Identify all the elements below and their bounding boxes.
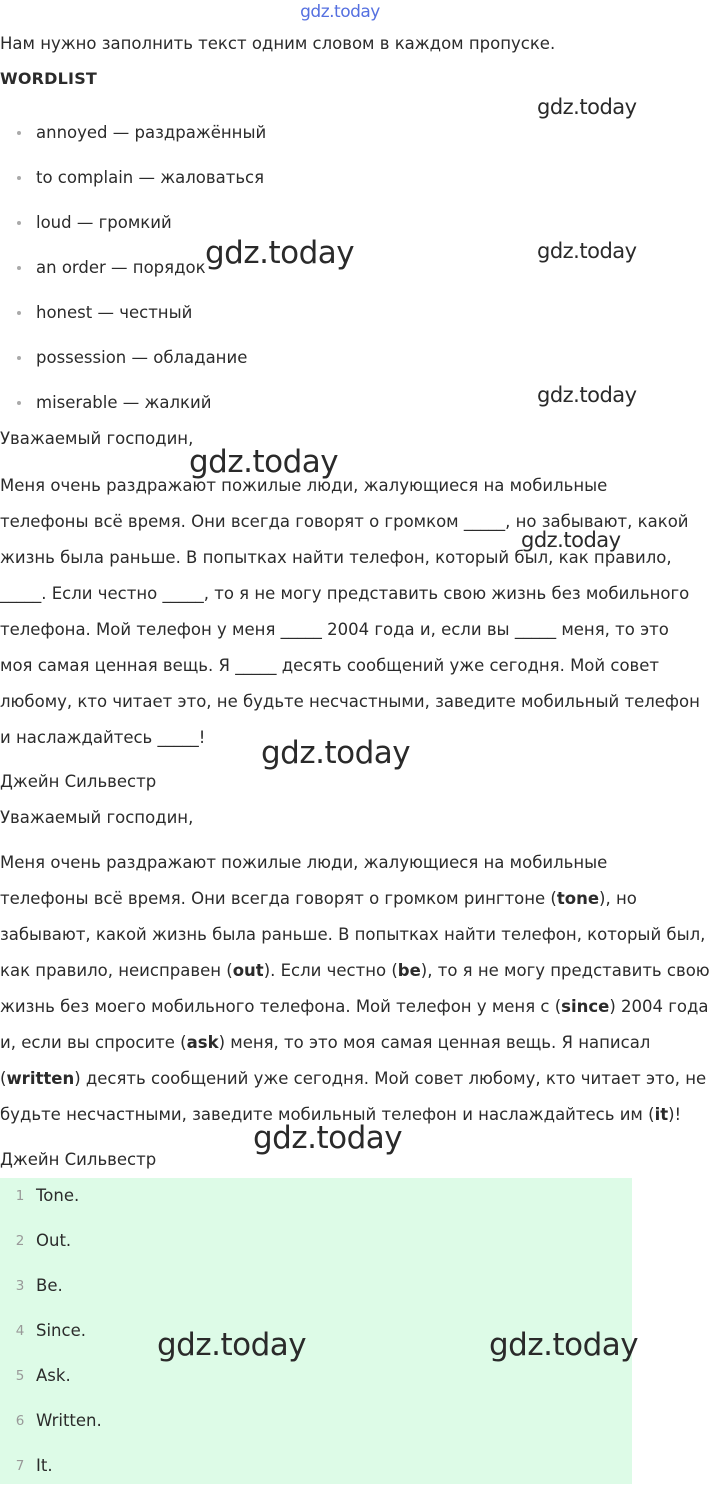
- text-run: ). Если честно (: [263, 961, 398, 980]
- letter-greeting: Уважаемый господин,: [0, 808, 194, 827]
- watermark: gdz.today: [205, 235, 355, 271]
- watermark: gdz.today: [157, 1327, 307, 1363]
- text-line: любому, кто читает это, не будьте несчастными, заведите мобильный телефон: [0, 692, 700, 711]
- bullet-icon: [17, 221, 21, 225]
- watermark: gdz.today: [537, 95, 637, 119]
- list-item: honest — честный: [0, 290, 266, 335]
- watermark: gdz.today: [537, 239, 637, 263]
- watermark: gdz.today: [489, 1327, 639, 1363]
- text-run: )!: [668, 1105, 682, 1124]
- answer-text: Be.: [36, 1276, 63, 1295]
- answer-text: It.: [36, 1456, 53, 1475]
- answer-word: out: [232, 961, 264, 980]
- text-line: телефона. Мой телефон у меня _____ 2004 года и, если вы _____ меня, то это: [0, 620, 669, 639]
- text-run: ), но: [599, 889, 637, 908]
- answer-text: Since.: [36, 1321, 86, 1340]
- text-line: моя самая ценная вещь. Я _____ десять сообщений уже сегодня. Мой совет: [0, 656, 660, 675]
- wordlist-title: WORDLIST: [0, 69, 98, 88]
- text-line: телефоны всё время. Они всегда говорят о громком _____, но забывают, какой: [0, 512, 689, 531]
- answer-word: since: [561, 997, 610, 1016]
- bullet-icon: [17, 176, 21, 180]
- text-line: [0, 845, 680, 881]
- letter-signature: Джейн Сильвестр: [0, 1150, 157, 1169]
- site-logo[interactable]: gdz.today: [300, 2, 380, 22]
- answer-item: [0, 1403, 632, 1448]
- text-run: Меня очень раздражают пожилые люди, жалующиеся на мобильные: [0, 853, 608, 872]
- bullet-icon: [17, 266, 21, 270]
- watermark: gdz.today: [521, 528, 621, 552]
- text-line: [0, 1025, 680, 1061]
- text-line: [0, 1061, 707, 1097]
- text-run: ), то я не могу представить свою: [420, 961, 710, 980]
- bullet-icon: [17, 401, 21, 405]
- instruction-text: Нам нужно заполнить текст одним словом в каждом пропуске.: [0, 34, 556, 53]
- text-line: и наслаждайтесь _____!: [0, 728, 206, 747]
- text-run: ) меня, то это моя самая ценная вещь. Я написал: [218, 1033, 651, 1052]
- text-line: жизнь была раньше. В попытках найти телефон, который был, как правило,: [0, 548, 672, 567]
- letter-filled-body: [0, 845, 710, 1133]
- bullet-icon: [17, 131, 21, 135]
- watermark: gdz.today: [537, 383, 637, 407]
- answer-text: Tone.: [36, 1186, 80, 1205]
- text-run: и, если вы спросите (: [0, 1033, 187, 1052]
- text-line: [0, 881, 680, 917]
- text-line: _____. Если честно _____, то я не могу представить свою жизнь без мобильного: [0, 584, 690, 603]
- watermark: gdz.today: [261, 735, 411, 771]
- text-run: (: [0, 1069, 7, 1088]
- text-run: ) десять сообщений уже сегодня. Мой совет любому, кто читает это, не: [74, 1069, 707, 1088]
- answer-number: 3: [15, 1278, 25, 1294]
- answer-word: written: [6, 1069, 75, 1088]
- bullet-icon: [17, 311, 21, 315]
- answer-item: [0, 1358, 632, 1403]
- text-run: жизнь без моего мобильного телефона. Мой телефон у меня с (: [0, 997, 562, 1016]
- answer-word: tone: [556, 889, 600, 908]
- list-item: annoyed — раздражённый: [0, 110, 266, 155]
- list-item: miserable — жалкий: [0, 380, 266, 425]
- bullet-icon: [17, 356, 21, 360]
- answer-number: 2: [15, 1233, 25, 1249]
- answer-number: 5: [15, 1368, 25, 1384]
- answer-text: Written.: [36, 1411, 102, 1430]
- answer-number: 1: [15, 1188, 25, 1204]
- answer-word: be: [397, 961, 421, 980]
- answer-number: 7: [15, 1458, 25, 1474]
- watermark: gdz.today: [253, 1120, 403, 1156]
- list-item: loud — громкий: [0, 200, 266, 245]
- text-line: Меня очень раздражают пожилые люди, жалующиеся на мобильные: [0, 476, 608, 495]
- letter-blank-body: [0, 468, 700, 756]
- answer-item: [0, 1268, 632, 1313]
- answer-text: Ask.: [36, 1366, 71, 1385]
- answer-number: 6: [15, 1413, 25, 1429]
- letter-signature: Джейн Сильвестр: [0, 772, 157, 791]
- text-run: как правило, неисправен (: [0, 961, 233, 980]
- list-item: possession — обладание: [0, 335, 266, 380]
- watermark: gdz.today: [189, 444, 339, 480]
- text-run: забывают, какой жизнь была раньше. В попытках найти телефон, который был,: [0, 925, 706, 944]
- answer-item: [0, 1178, 632, 1223]
- answer-word: ask: [186, 1033, 219, 1052]
- letter-greeting: Уважаемый господин,: [0, 429, 194, 448]
- text-line: [0, 989, 709, 1025]
- answer-word: it: [654, 1105, 669, 1124]
- list-item: to complain — жаловаться: [0, 155, 266, 200]
- text-run: ) 2004 года: [609, 997, 709, 1016]
- text-run: телефоны всё время. Они всегда говорят о громком рингтоне (: [0, 889, 557, 908]
- answer-item: [0, 1448, 632, 1493]
- answer-item: [0, 1223, 632, 1268]
- answer-number: 4: [15, 1323, 25, 1339]
- list-item: an order — порядок: [0, 245, 266, 290]
- answer-text: Out.: [36, 1231, 72, 1250]
- text-line: [0, 953, 710, 989]
- text-line: [0, 917, 706, 953]
- text-run: будьте несчастными, заведите мобильный телефон и наслаждайтесь им (: [0, 1105, 655, 1124]
